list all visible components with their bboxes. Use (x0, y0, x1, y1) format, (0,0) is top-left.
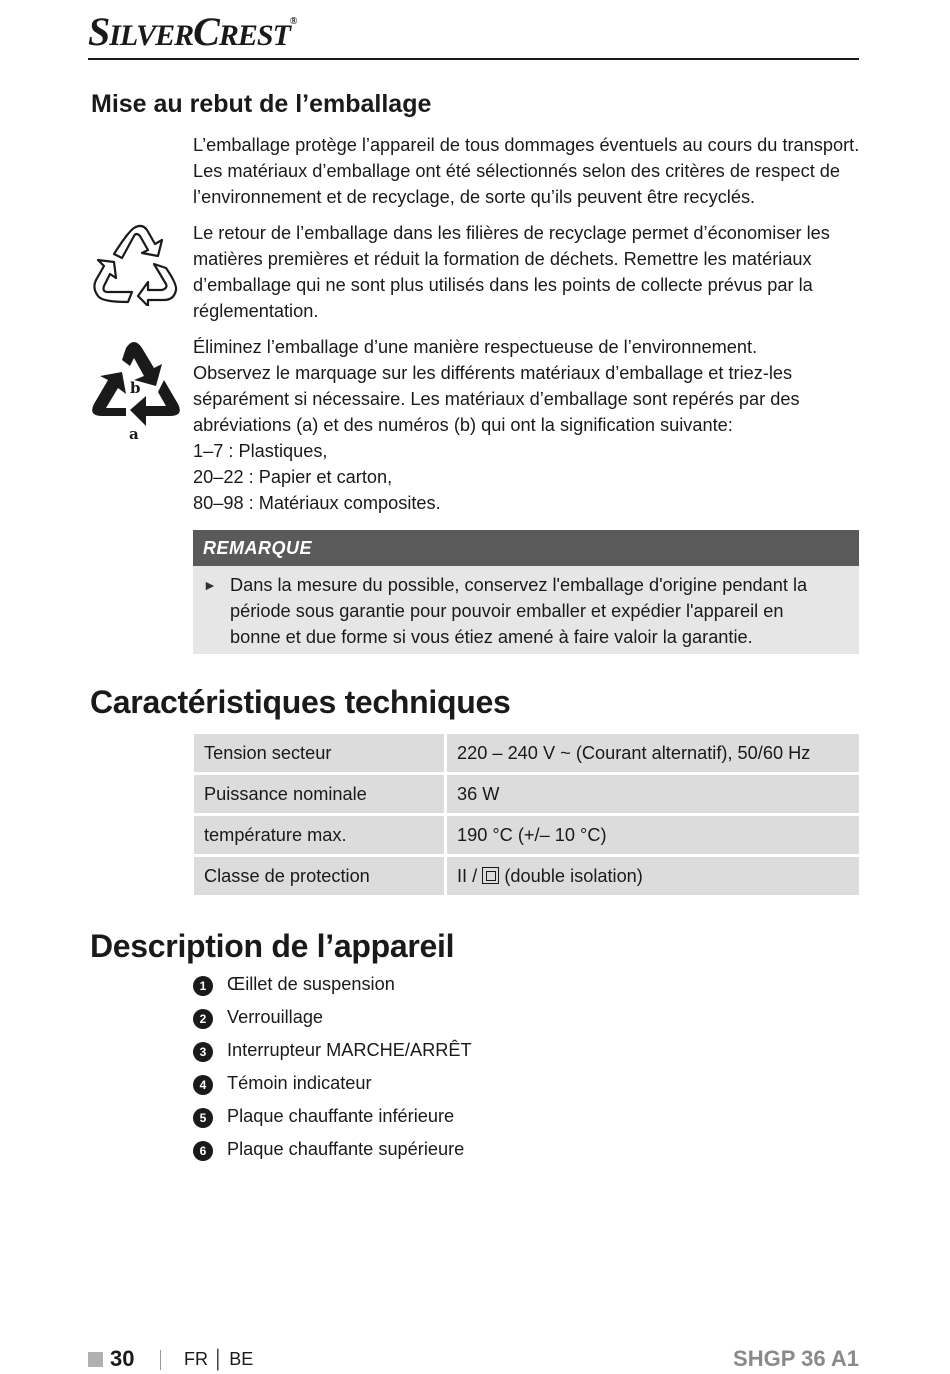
note-box (193, 530, 859, 654)
number-badge: 4 (193, 1075, 213, 1095)
model-number: SHGP 36 A1 (733, 1346, 859, 1371)
recycling-code-triangle-icon (88, 336, 182, 444)
brand-logo: SILVERCREST® (88, 9, 297, 54)
disposal-paragraph-2: Le retour de l’emballage dans les filières de recyclage permet d’économiser les matières premières et réduit la formation de déchets. Remettre les matériaux d’emballage qui ne sont plus utilisés dans les points de collecte prévus par la réglementation. (193, 223, 830, 321)
list-item-label: Verrouillage (227, 1007, 324, 1027)
list-item-label: Interrupteur MARCHE/ARRÊT (227, 1040, 472, 1060)
spec-row (194, 857, 859, 895)
section-title-disposal: Mise au rebut de l’emballage (91, 90, 432, 118)
spec-label: température max. (194, 816, 444, 854)
disposal-paragraph-3: Éliminez l’emballage d’une manière respectueuse de l’environnement. Observez le marquage sur les différents matériaux d’emballage et triez-les séparément si nécessaire. Les matériaux d’emballage sont repérés par des abréviations (a) et des numéros (b) qui ont la signification suivante: 1–7 : Plastiques, 20–22 : Papier et carton, 80–98 : Matériaux composites. (193, 337, 800, 513)
code-label-a: a (129, 425, 139, 443)
spec-row (194, 734, 859, 772)
page-footer (88, 1346, 859, 1374)
note-text: Dans la mesure du possible, conservez l'emballage d'origine pendant la période sous garantie pour pouvoir emballer et expédier l'appareil en bonne et due forme si vous étiez amené à faire valoir la garantie. (230, 575, 808, 647)
spec-value: II / (double isolation) (447, 857, 859, 895)
spec-label: Puissance nominale (194, 775, 444, 813)
section-title-description: Description de l’appareil (90, 928, 455, 964)
page-number: 30 (110, 1346, 135, 1371)
list-item-label: Témoin indicateur (227, 1073, 372, 1093)
spec-value: 190 °C (+/– 10 °C) (447, 816, 859, 854)
section-title-specs: Caractéristiques techniques (90, 684, 511, 720)
note-heading: REMARQUE (193, 530, 859, 566)
recycle-icon (92, 224, 180, 306)
disposal-paragraph-1: L’emballage protège l’appareil de tous dommages éventuels au cours du transport. Les matériaux d’emballage ont été sélectionnés selon des critères de respect de l’environnement et de recyclage, de sorte qu’ils peuvent être recyclés. (193, 135, 860, 207)
double-insulation-icon (482, 867, 499, 884)
list-item-label: Œillet de suspension (227, 974, 395, 994)
page-marker-icon (88, 1352, 103, 1367)
spec-label: Classe de protection (194, 857, 444, 895)
bullet-arrow-icon: ► (203, 577, 217, 593)
list-item-label: Plaque chauffante supérieure (227, 1139, 465, 1159)
number-badge: 2 (193, 1009, 213, 1029)
spec-label: Tension secteur (194, 734, 444, 772)
number-badge: 3 (193, 1042, 213, 1062)
language-code: FR │ BE (184, 1349, 254, 1369)
spec-value: 36 W (447, 775, 859, 813)
footer-divider (160, 1350, 161, 1370)
number-badge: 6 (193, 1141, 213, 1161)
code-label-b: b (130, 379, 141, 397)
spec-row (194, 816, 859, 854)
list-item-label: Plaque chauffante inférieure (227, 1106, 455, 1126)
number-badge: 1 (193, 976, 213, 996)
page-header (88, 6, 859, 60)
spec-value: 220 – 240 V ~ (Courant alternatif), 50/60 Hz (447, 734, 859, 772)
spec-row (194, 775, 859, 813)
number-badge: 5 (193, 1108, 213, 1128)
